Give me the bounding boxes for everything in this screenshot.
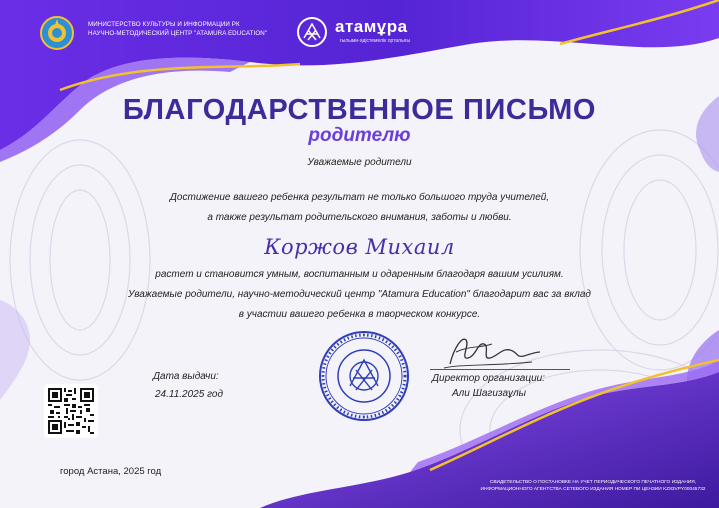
recipient-name: Коржов Михаил xyxy=(264,235,455,259)
document-title: БЛАГОДАРСТВЕННОЕ ПИСЬМО xyxy=(122,94,597,126)
director-name: Али Шагизаұлы xyxy=(452,388,527,399)
director-signature-icon xyxy=(432,330,542,372)
director-title: Директор организации: xyxy=(432,373,545,384)
ministry-name xyxy=(88,20,268,38)
signature-line xyxy=(430,369,570,370)
kazakhstan-emblem-icon xyxy=(40,16,74,50)
ministry-line-2: НАУЧНО-МЕТОДИЧЕСКИЙ ЦЕНТР "ATAMURA EDUCATION" xyxy=(88,30,268,37)
qr-code-icon xyxy=(48,388,94,434)
legal-notice xyxy=(480,479,706,493)
paragraph-2 xyxy=(0,265,719,325)
organization-seal-icon xyxy=(318,330,410,422)
document-subtitle: родителю xyxy=(308,125,411,146)
paragraph-2-line-1: растет и становится умным, воспитанным и одаренным благодаря вашим усилиям. xyxy=(155,269,564,280)
legal-line-1: СВИДЕТЕЛЬСТВО О ПОСТАНОВКЕ НА УЧЕТ ПЕРИОДИЧЕСКОГО ПЕЧАТНОГО ИЗДАНИЯ, xyxy=(489,480,697,485)
paragraph-1-line-1: Достижение вашего ребенка результат не только большого труда учителей, xyxy=(169,192,550,203)
issued-label: Дата выдачи: xyxy=(153,371,219,382)
paragraph-2-line-3: в участии вашего ребенка в творческом конкурсе. xyxy=(238,309,481,320)
paragraph-1 xyxy=(0,188,719,228)
ministry-line-1: МИНИСТЕРСТВО КУЛЬТУРЫ И ИНФОРМАЦИИ РК xyxy=(88,21,240,28)
paragraph-2-line-2: Уважаемые родители, научно-методический центр "Atamura Education" благодарит вас за вклад xyxy=(128,289,591,300)
issued-date: 24.11.2025 год xyxy=(155,389,223,400)
qr-code[interactable] xyxy=(44,384,98,438)
brand-tagline: ғылыми-әдістемелік орталығы xyxy=(339,38,411,44)
brand-name: атамұра xyxy=(335,17,408,36)
paragraph-1-line-2: а также результат родительского внимания, заботы и любви. xyxy=(207,212,512,223)
atamura-logo-icon xyxy=(296,16,328,48)
legal-line-2: ИНФОРМАЦИОННОГО АГЕНТСТВА СЕТЕВОГО ИЗДАНИЯ НОМЕР ПИ ЦЕНЗИИ KZ83VPY00045732 xyxy=(480,487,706,492)
greeting: Уважаемые родители xyxy=(307,157,412,168)
city-year: город Астана, 2025 год xyxy=(60,466,162,477)
